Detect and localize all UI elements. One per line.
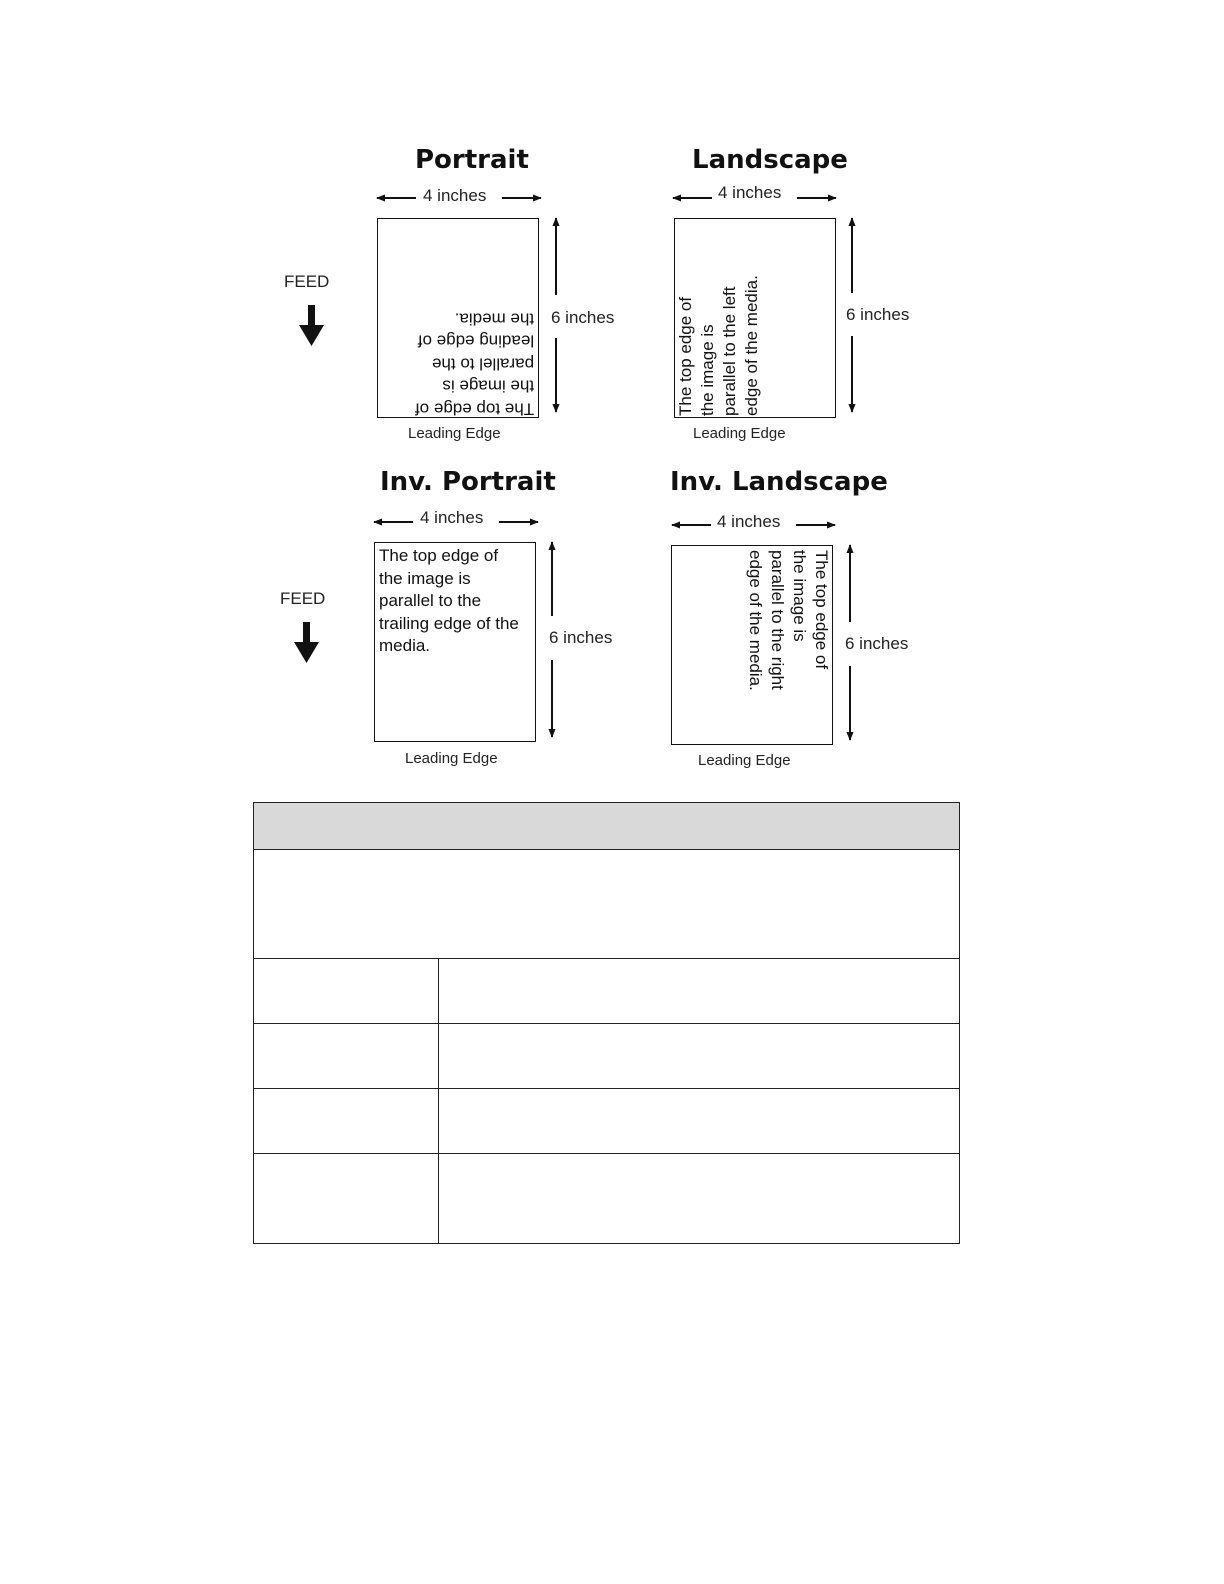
landscape-width-label: 4 inches [715, 183, 784, 203]
inv-portrait-text-line: media. [379, 636, 431, 655]
table-row-label [254, 1089, 439, 1154]
inv-portrait-text-line: The top edge of [379, 546, 499, 565]
table-row-value [439, 1154, 960, 1244]
inv-portrait-text-line: parallel to the [379, 591, 482, 610]
table-row [254, 1154, 960, 1244]
table-row [254, 1024, 960, 1089]
feed-arrow-icon-bottom [294, 622, 319, 663]
portrait-text-line: The top edge of [414, 399, 534, 419]
feed-label-bottom: FEED [280, 589, 326, 608]
inv-landscape-text-line: the image is [790, 550, 809, 642]
inv-portrait-title: Inv. Portrait [380, 467, 556, 497]
inv-landscape-leading-edge-label: Leading Edge [698, 752, 791, 769]
inv-landscape-width-label: 4 inches [714, 512, 783, 532]
feed-arrow-icon-top [299, 305, 324, 346]
portrait-text-block [415, 307, 534, 420]
feed-label-top: FEED [284, 272, 330, 291]
inv-portrait-width-label: 4 inches [417, 508, 486, 528]
table-row [254, 959, 960, 1024]
portrait-leading-edge-label: Leading Edge [408, 425, 501, 442]
landscape-title: Landscape [692, 145, 848, 175]
inv-landscape-media-box [671, 545, 833, 745]
table-row-value [439, 1024, 960, 1089]
table-row [254, 1089, 960, 1154]
inv-portrait-media-box [374, 542, 536, 742]
inv-landscape-text-line: edge of the media. [746, 550, 765, 691]
portrait-media-box [377, 218, 539, 418]
table-row-value [439, 1089, 960, 1154]
settings-table [253, 802, 960, 1244]
inv-landscape-text-line: The top edge of [812, 550, 831, 670]
inv-portrait-height-label: 6 inches [546, 628, 615, 648]
inv-portrait-text-line: the image is [379, 568, 471, 588]
landscape-text-block [675, 275, 763, 416]
table-header-cell [254, 803, 960, 850]
inv-landscape-height-label: 6 inches [842, 634, 911, 654]
table-row-label [254, 959, 439, 1024]
landscape-text-line: the image is [698, 324, 717, 416]
landscape-height-label: 6 inches [843, 305, 912, 325]
inv-portrait-text-block [379, 545, 519, 658]
table-header-row [254, 803, 960, 850]
inv-portrait-leading-edge-label: Leading Edge [405, 750, 498, 767]
table-row-label [254, 1024, 439, 1089]
portrait-height-label: 6 inches [548, 308, 617, 328]
inv-landscape-text-line: parallel to the right [768, 550, 787, 690]
table-intro-cell [254, 850, 960, 959]
landscape-text-line: edge of the media. [742, 275, 761, 416]
landscape-leading-edge-label: Leading Edge [693, 425, 786, 442]
table-row-value [439, 959, 960, 1024]
portrait-title: Portrait [415, 145, 529, 175]
portrait-text-line: the image is [442, 377, 534, 396]
landscape-text-line: The top edge of [676, 296, 695, 416]
portrait-text-line: the media. [454, 309, 534, 329]
inv-portrait-text-line: trailing edge of the [379, 613, 519, 633]
landscape-text-line: parallel to the left [720, 286, 739, 416]
table-row-label [254, 1154, 439, 1244]
portrait-width-label: 4 inches [420, 186, 489, 206]
landscape-media-box [674, 218, 836, 418]
inv-landscape-text-block [744, 550, 832, 691]
portrait-text-line: parallel to the [431, 354, 534, 374]
inv-landscape-title: Inv. Landscape [670, 467, 888, 497]
portrait-text-line: leading edge of [417, 332, 534, 351]
table-intro-row [254, 850, 960, 959]
